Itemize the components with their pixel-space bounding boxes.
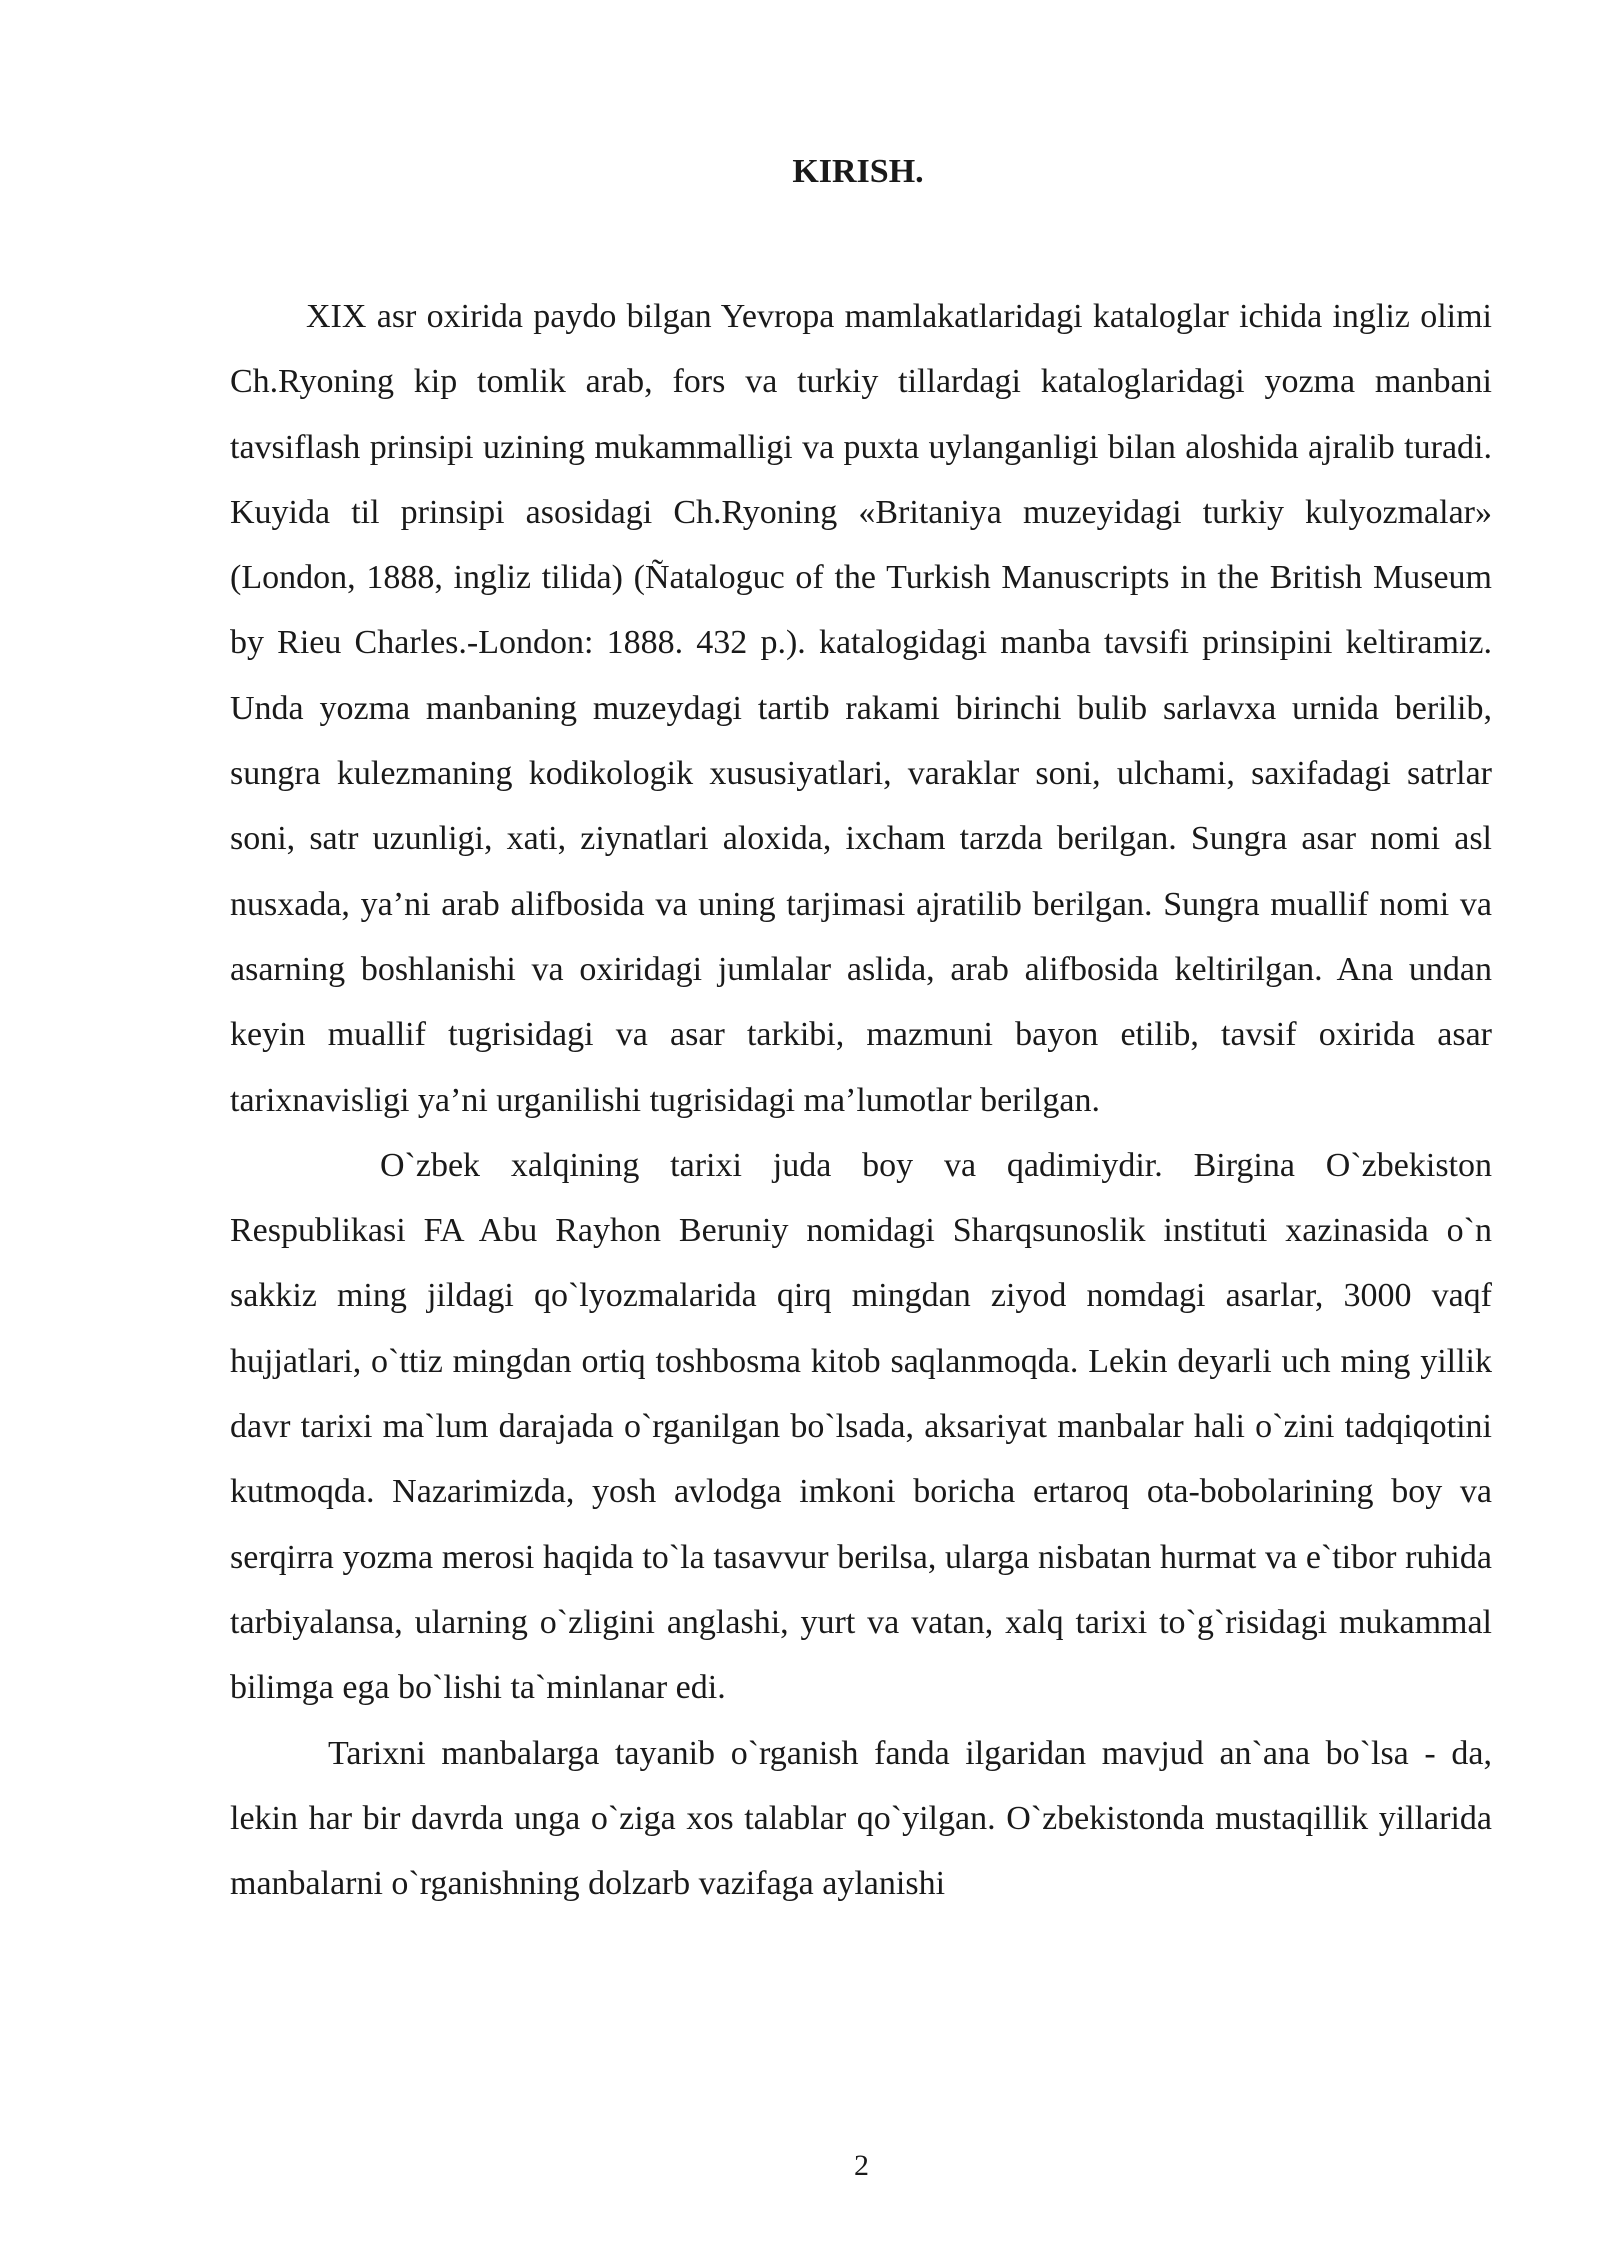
body-text [230,284,1492,1916]
page-number: 2 [854,2149,869,2182]
paragraph-source-study: Tarixni manbalarga tayanib o`rganish fanda ilgaridan mavjud an`ana bo`lsa - da, lekin har bir davrda unga o`ziga xos talablar qo`yilgan. O`zbekistonda mustaqillik yillarida manbalarni o`rganishning dolzarb vazifaga aylanishi [230,1734,1492,1903]
paragraph-catalog-description: XIX asr oxirida paydo bilgan Yevropa mamlakatlaridagi kataloglar ichida ingliz olimi Ch.Ryoning kip tomlik arab, fors va turkiy tillardagi kataloglaridagi yozma manbani tavsiflash prinsipi uzining mukammalligi va puxta uylanganligi bilan aloshida ajralib turadi. Kuyida til prinsipi asosidagi Ch.Ryoning «Britaniya muzeyidagi turkiy kulyozmalar» (London, 1888, ingliz tilida) (Ñataloguc of the Turkish Manuscripts in the British Museum by Rieu Charles.-London: 1888. 432 p.). katalogidagi manba tavsifi prinsipini keltiramiz. Unda yozma manbaning muzeydagi tartib rakami birinchi bulib sarlavxa urnida berilib, sungra kulezmaning kodikologik xususiyatlari, varaklar soni, ulchami, saxifadagi satrlar soni, satr uzunligi, xati, ziynatlari aloxida, ixcham tarzda berilgan. Sungra asar nomi asl nusxada, ya’ni arab alifbosida va uning tarjimasi ajratilib berilgan. Sungra muallif nomi va asarning boshlanishi va oxiridagi jumlalar aslida, arab alifbosida keltirilgan. Ana undan keyin muallif tugrisidagi va asar tarkibi, mazmuni bayon etilib, tavsif oxirida asar tarixnavisligi ya’ni urganilishi tugrisidagi ma’lumotlar berilgan. [230,298,1492,1119]
paragraph-uzbek-history: O`zbek xalqining tarixi juda boy va qadimiydir. Birgina O`zbekiston Respublikasi FA Abu Rayhon Beruniy nomidagi Sharqsunoslik instituti xazinasida o`n sakkiz ming jildagi qo`lyozmalarida qirq mingdan ziyod nomdagi asarlar, 3000 vaqf hujjatlari, o`ttiz mingdan ortiq toshbosma kitob saqlanmoqda. Lekin deyarli uch ming yillik davr tarixi ma`lum darajada o`rganilgan bo`lsada, aksariyat manbalar hali o`zini tadqiqotini kutmoqda. Nazarimizda, yosh avlodga imkoni boricha ertaroq ota-bobolarining boy va serqirra yozma merosi haqida to`la tasavvur berilsa, ularga nisbatan hurmat va e`tibor ruhida tarbiyalansa, ularning o`zligini anglashi, yurt va vatan, xalq tarixi to`g`risidagi mukammal bilimga ega bo`lishi ta`minlanar edi. [230,1146,1492,1707]
page-title: KIRISH. [792,153,924,190]
